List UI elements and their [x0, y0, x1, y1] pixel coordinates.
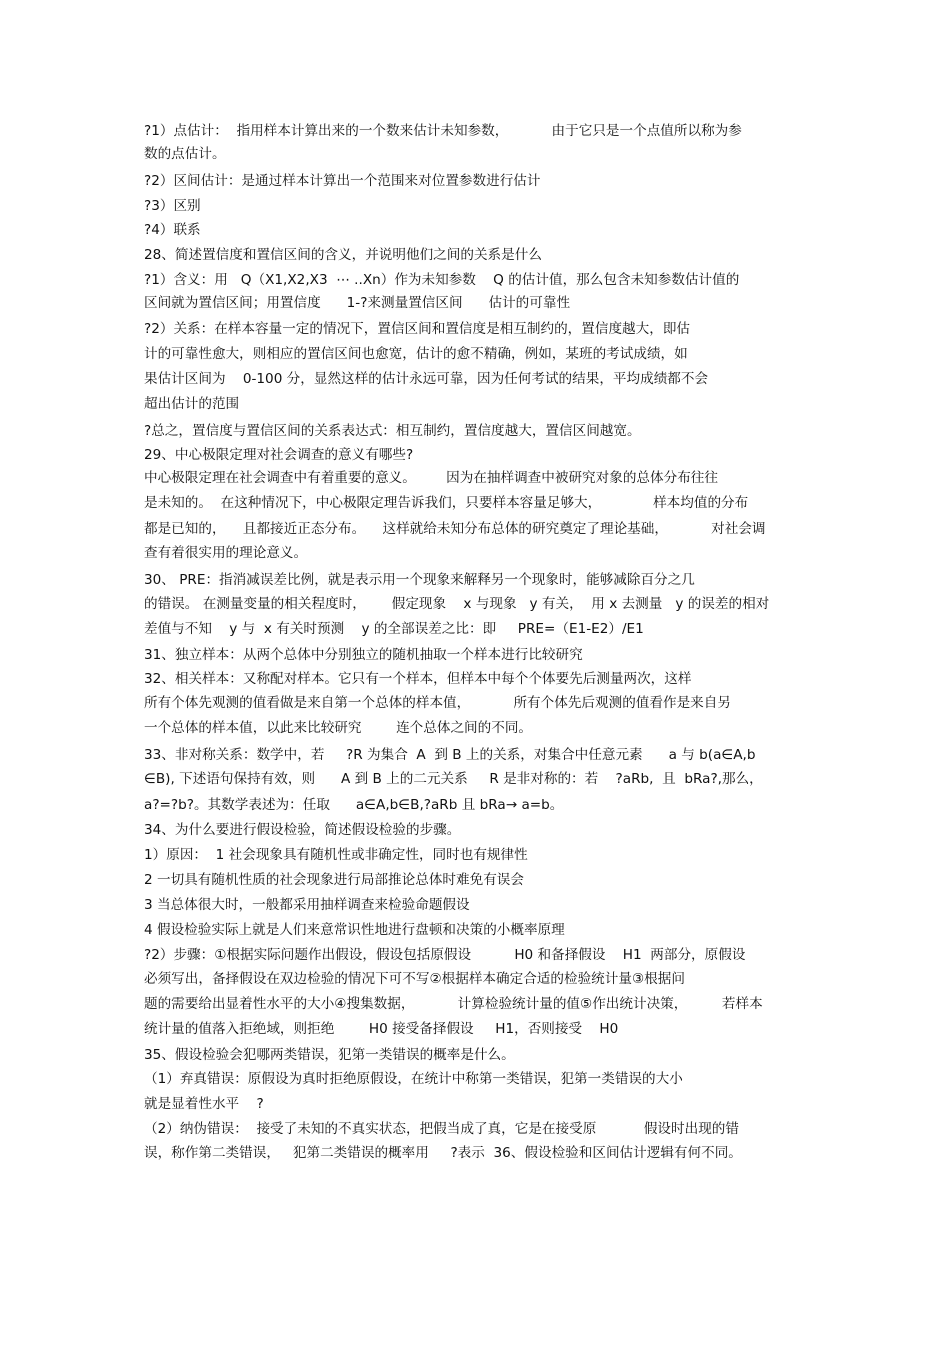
text-line: ?3）区别: [144, 198, 201, 214]
text-line: 就是显着性水平 ?: [144, 1096, 264, 1112]
text-line: 误，称作第二类错误， 犯第二类错误的概率用 ?表示 36、假设检验和区间估计逻辑有何不同。: [144, 1145, 742, 1161]
section-heading: 34、为什么要进行假设检验，简述假设检验的步骤。: [144, 822, 461, 838]
text-line: 数的点估计。: [144, 146, 226, 162]
text-line: ∈B), 下述语句保持有效，则 A 到 B 上的二元关系 R 是非对称的：若 ?aRb, 且 bRa?,那么，: [144, 771, 763, 787]
text-line: 的错误。 在测量变量的相关程度时， 假定现象 x 与现象 y 有关， 用 x 去测量 y 的误差的相对: [144, 596, 770, 612]
text-line: 一个总体的样本值，以此来比较研究 连个总体之间的不同。: [144, 720, 533, 736]
text-line: ?1）点估计： 指用样本计算出来的一个数来估计未知参数， 由于它只是一个点值所以称为参: [144, 123, 742, 139]
text-line: ?2）关系：在样本容量一定的情况下，置信区间和置信度是相互制约的，置信度越大，即估: [144, 321, 691, 337]
section-heading: 28、简述置信度和置信区间的含义，并说明他们之间的关系是什么: [144, 247, 542, 263]
section-heading: 33、非对称关系：数学中，若 ?R 为集合 A 到 B 上的关系，对集合中任意元素 a 与 b(a∈A,b: [144, 747, 756, 763]
section-heading: 32、相关样本：又称配对样本。它只有一个样本，但样本中每个个体要先后测量两次，这样: [144, 671, 692, 687]
section-heading: 30、 PRE：指消减误差比例，就是表示用一个现象来解释另一个现象时，能够减除百分之几: [144, 572, 695, 588]
text-line: ?总之，置信度与置信区间的关系表达式：相互制约，置信度越大，置信区间越宽。: [144, 423, 641, 439]
text-line: 超出估计的范围: [144, 396, 240, 412]
text-line: a?=?b?。其数学表述为：任取 a∈A,b∈B,?aRb 且 bRa→ a=b。: [144, 797, 564, 813]
text-line: ?4）联系: [144, 222, 201, 238]
text-line: （2）纳伪错误： 接受了未知的不真实状态，把假当成了真，它是在接受原 假设时出现的错: [144, 1121, 739, 1137]
text-line: 查有着很实用的理论意义。: [144, 545, 308, 561]
text-line: ?1）含义：用 Q（X1,X2,X3 ⋯ ..Xn）作为未知参数 Q 的估计值，那么包含未知参数估计值的: [144, 272, 740, 288]
text-line: 区间就为置信区间；用置信度 1-?来测量置信区间 估计的可靠性: [144, 295, 571, 311]
text-line: 计的可靠性愈大，则相应的置信区间也愈宽，估计的愈不精确，例如，某班的考试成绩，如: [144, 346, 688, 362]
text-line: 都是已知的， 且都接近正态分布。 这样就给未知分布总体的研究奠定了理论基础， 对社会调: [144, 521, 766, 537]
text-line: 统计量的值落入拒绝域，则拒绝 H0 接受备择假设 H1，否则接受 H0: [144, 1021, 619, 1037]
text-line: 果估计区间为 0-100 分，显然这样的估计永远可靠，因为任何考试的结果，平均成绩都不会: [144, 371, 709, 387]
text-line: ?2）区间估计：是通过样本计算出一个范围来对位置参数进行估计: [144, 173, 541, 189]
text-line: （1）弃真错误：原假设为真时拒绝原假设，在统计中称第一类错误，犯第一类错误的大小: [144, 1071, 683, 1087]
text-line: 是未知的。 在这种情况下，中心极限定理告诉我们，只要样本容量足够大， 样本均值的分布: [144, 495, 749, 511]
text-line: 差值与不知 y 与 x 有关时预测 y 的全部误差之比：即 PRE=（E1-E2）/E1: [144, 621, 644, 637]
text-line: ?2）步骤：①根据实际问题作出假设，假设包括原假设 H0 和备择假设 H1 两部分，原假设: [144, 947, 746, 963]
text-line: 1）原因： 1 社会现象具有随机性或非确定性，同时也有规律性: [144, 847, 528, 863]
section-heading: 31、独立样本：从两个总体中分别独立的随机抽取一个样本进行比较研究: [144, 647, 583, 663]
text-line: 必须写出，备择假设在双边检验的情况下可不写②根据样本确定合适的检验统计量③根据问: [144, 971, 685, 987]
text-line: 4 假设检验实际上就是人们来意常识性地进行盘顿和决策的小概率原理: [144, 922, 565, 938]
section-heading: 35、假设检验会犯哪两类错误，犯第一类错误的概率是什么。: [144, 1047, 515, 1063]
text-line: 中心极限定理在社会调查中有着重要的意义。 因为在抽样调查中被研究对象的总体分布往往: [144, 470, 718, 486]
text-line: 2 一切具有随机性质的社会现象进行局部推论总体时难免有误会: [144, 872, 524, 888]
text-line: 所有个体先观测的值看做是来自第一个总体的样本值， 所有个体先后观测的值看作是来自另: [144, 695, 731, 711]
text-line: 题的需要给出显着性水平的大小④搜集数据， 计算检验统计量的值⑤作出统计决策， 若样本: [144, 996, 763, 1012]
text-line: 3 当总体很大时，一般都采用抽样调查来检验命题假设: [144, 897, 470, 913]
section-heading: 29、中心极限定理对社会调查的意义有哪些?: [144, 447, 414, 463]
